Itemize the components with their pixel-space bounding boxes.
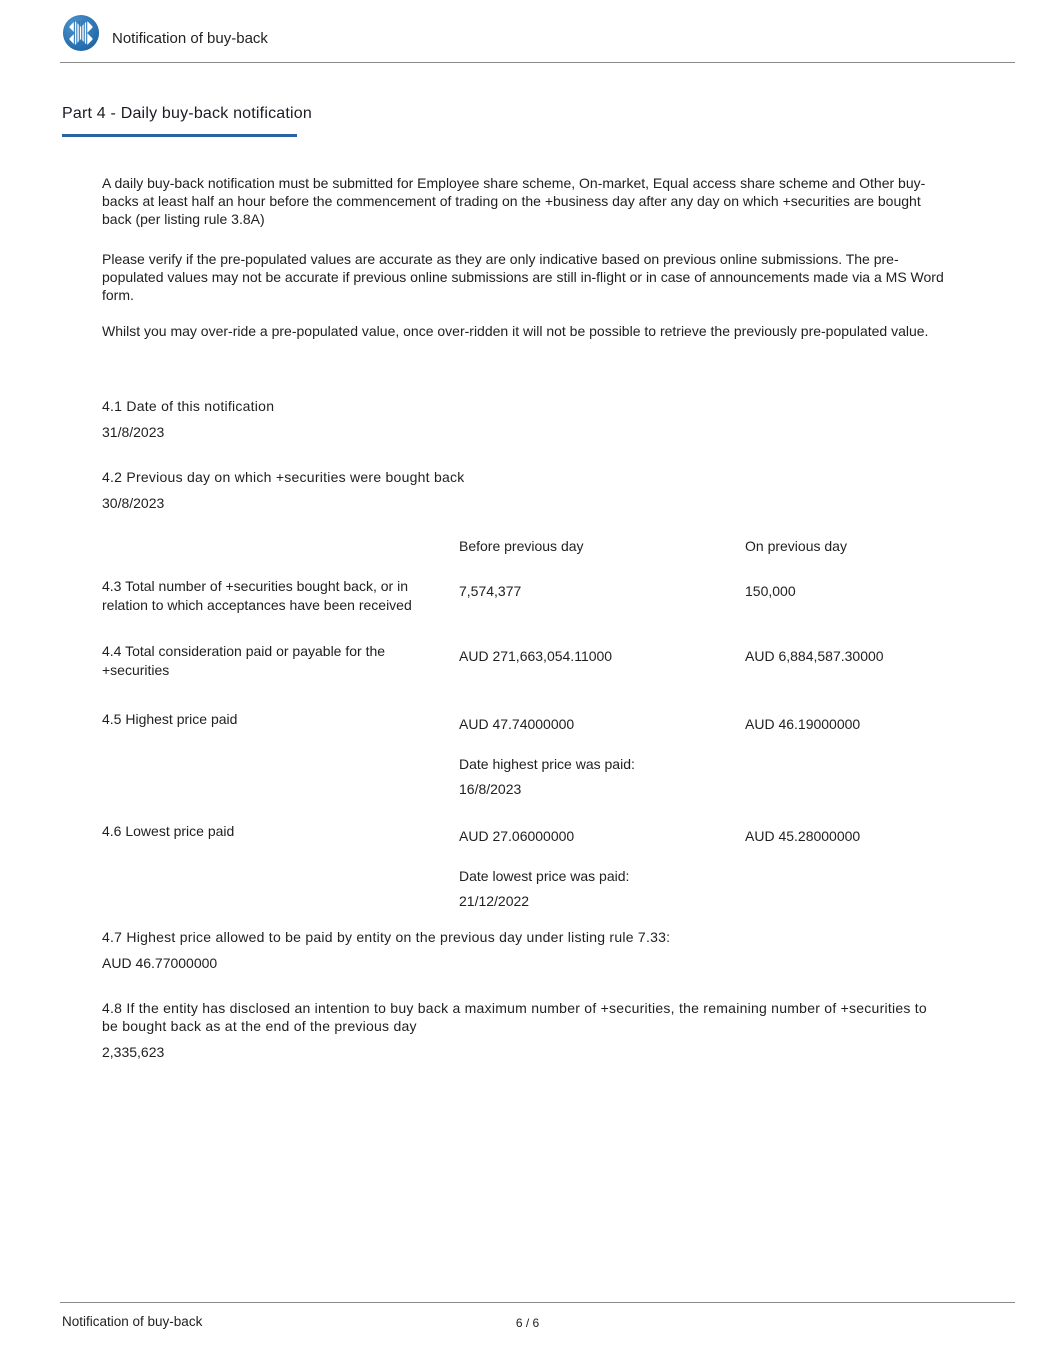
table-row-4-3: [102, 577, 947, 615]
header-divider: [60, 62, 1015, 63]
row-4-3-before-value: 7,574,377: [459, 583, 522, 599]
row-4-6-date-label: Date lowest price was paid:: [459, 868, 630, 884]
row-4-4-before-value: AUD 271,663,054.11000: [459, 648, 613, 664]
row-4-3-label: 4.3 Total number of +securities bought back, or in relation to which acceptances have been received: [102, 578, 412, 613]
field-4-1-value: 31/8/2023: [102, 424, 165, 440]
table-row-4-4: [102, 642, 947, 680]
table-header-row: [102, 538, 947, 554]
footer-document-title: Notification of buy-back: [62, 1314, 203, 1329]
intro-paragraph-2: Please verify if the pre-populated values are accurate as they are only indicative based on previous online submissions. The pre-populated values may not be accurate if previous online submissions are still in-flight or in case of announcements made via a MS Word form.: [102, 251, 944, 303]
row-4-6-date-value-row: [102, 884, 947, 909]
row-4-5-date-value: 16/8/2023: [459, 781, 522, 797]
table-header-spacer: [102, 538, 459, 554]
row-4-5-date-subrow: [102, 732, 947, 772]
row-4-5-on-value: AUD 46.19000000: [745, 716, 861, 732]
field-4-1-label: 4.1 Date of this notification: [102, 398, 275, 414]
document-header: [62, 14, 1015, 52]
row-4-6-on-value: AUD 45.28000000: [745, 828, 861, 844]
field-4-8-label: 4.8 If the entity has disclosed an intention to buy back a maximum number of +securities, the remaining number of +securities to be bought back as at the end of the previous day: [102, 1000, 927, 1034]
intro-paragraph-1: A daily buy-back notification must be submitted for Employee share scheme, On-market, Equal access share scheme and Other buy-backs at least half an hour before the commencement of trading on the +business day after any day on which +securities are bought back (per listing rule 3.8A): [102, 175, 926, 227]
row-4-6-date-subrow: [102, 844, 947, 884]
field-4-7-label: 4.7 Highest price allowed to be paid by entity on the previous day under listing rule 7.33:: [102, 929, 671, 945]
row-4-5-date-label: Date highest price was paid:: [459, 756, 635, 772]
field-4-2-label: 4.2 Previous day on which +securities were bought back: [102, 469, 465, 485]
field-4-8: [102, 999, 947, 1060]
field-4-7-value: AUD 46.77000000: [102, 955, 218, 971]
table-row-4-5: [102, 710, 947, 732]
table-row-4-5-block: [102, 710, 947, 797]
field-4-2: [102, 468, 947, 511]
table-row-4-6: [102, 822, 947, 844]
page-number: 6 / 6: [515, 1316, 540, 1330]
column-header-before-previous-day: Before previous day: [459, 538, 584, 554]
intro-paragraph-3: Whilst you may over-ride a pre-populated value, once over-ridden it will not be possible to retrieve the previously pre-populated value.: [102, 323, 929, 339]
row-4-3-on-value: 150,000: [745, 583, 796, 599]
row-4-6-before-value: AUD 27.06000000: [459, 828, 575, 844]
row-4-4-label: 4.4 Total consideration paid or payable for the +securities: [102, 643, 386, 678]
footer-divider: [60, 1302, 1015, 1303]
asx-logo-icon: [62, 14, 100, 52]
column-header-on-previous-day: On previous day: [745, 538, 847, 554]
row-4-6-date-value: 21/12/2022: [459, 893, 530, 909]
row-4-6-label: 4.6 Lowest price paid: [102, 823, 235, 839]
row-4-4-on-value: AUD 6,884,587.30000: [745, 648, 884, 664]
field-4-8-value: 2,335,623: [102, 1044, 165, 1060]
buyback-table: [102, 538, 947, 909]
row-4-5-before-value: AUD 47.74000000: [459, 716, 575, 732]
part-heading-underline: [62, 134, 297, 137]
field-4-1: [102, 397, 947, 440]
intro-paragraphs: [102, 174, 947, 358]
field-4-2-value: 30/8/2023: [102, 495, 165, 511]
row-4-5-label: 4.5 Highest price paid: [102, 711, 238, 727]
field-4-7: [102, 928, 947, 971]
document-title: Notification of buy-back: [112, 29, 268, 47]
row-4-5-date-value-row: [102, 772, 947, 797]
table-row-4-6-block: [102, 822, 947, 909]
part-heading: Part 4 - Daily buy-back notification: [62, 105, 312, 122]
